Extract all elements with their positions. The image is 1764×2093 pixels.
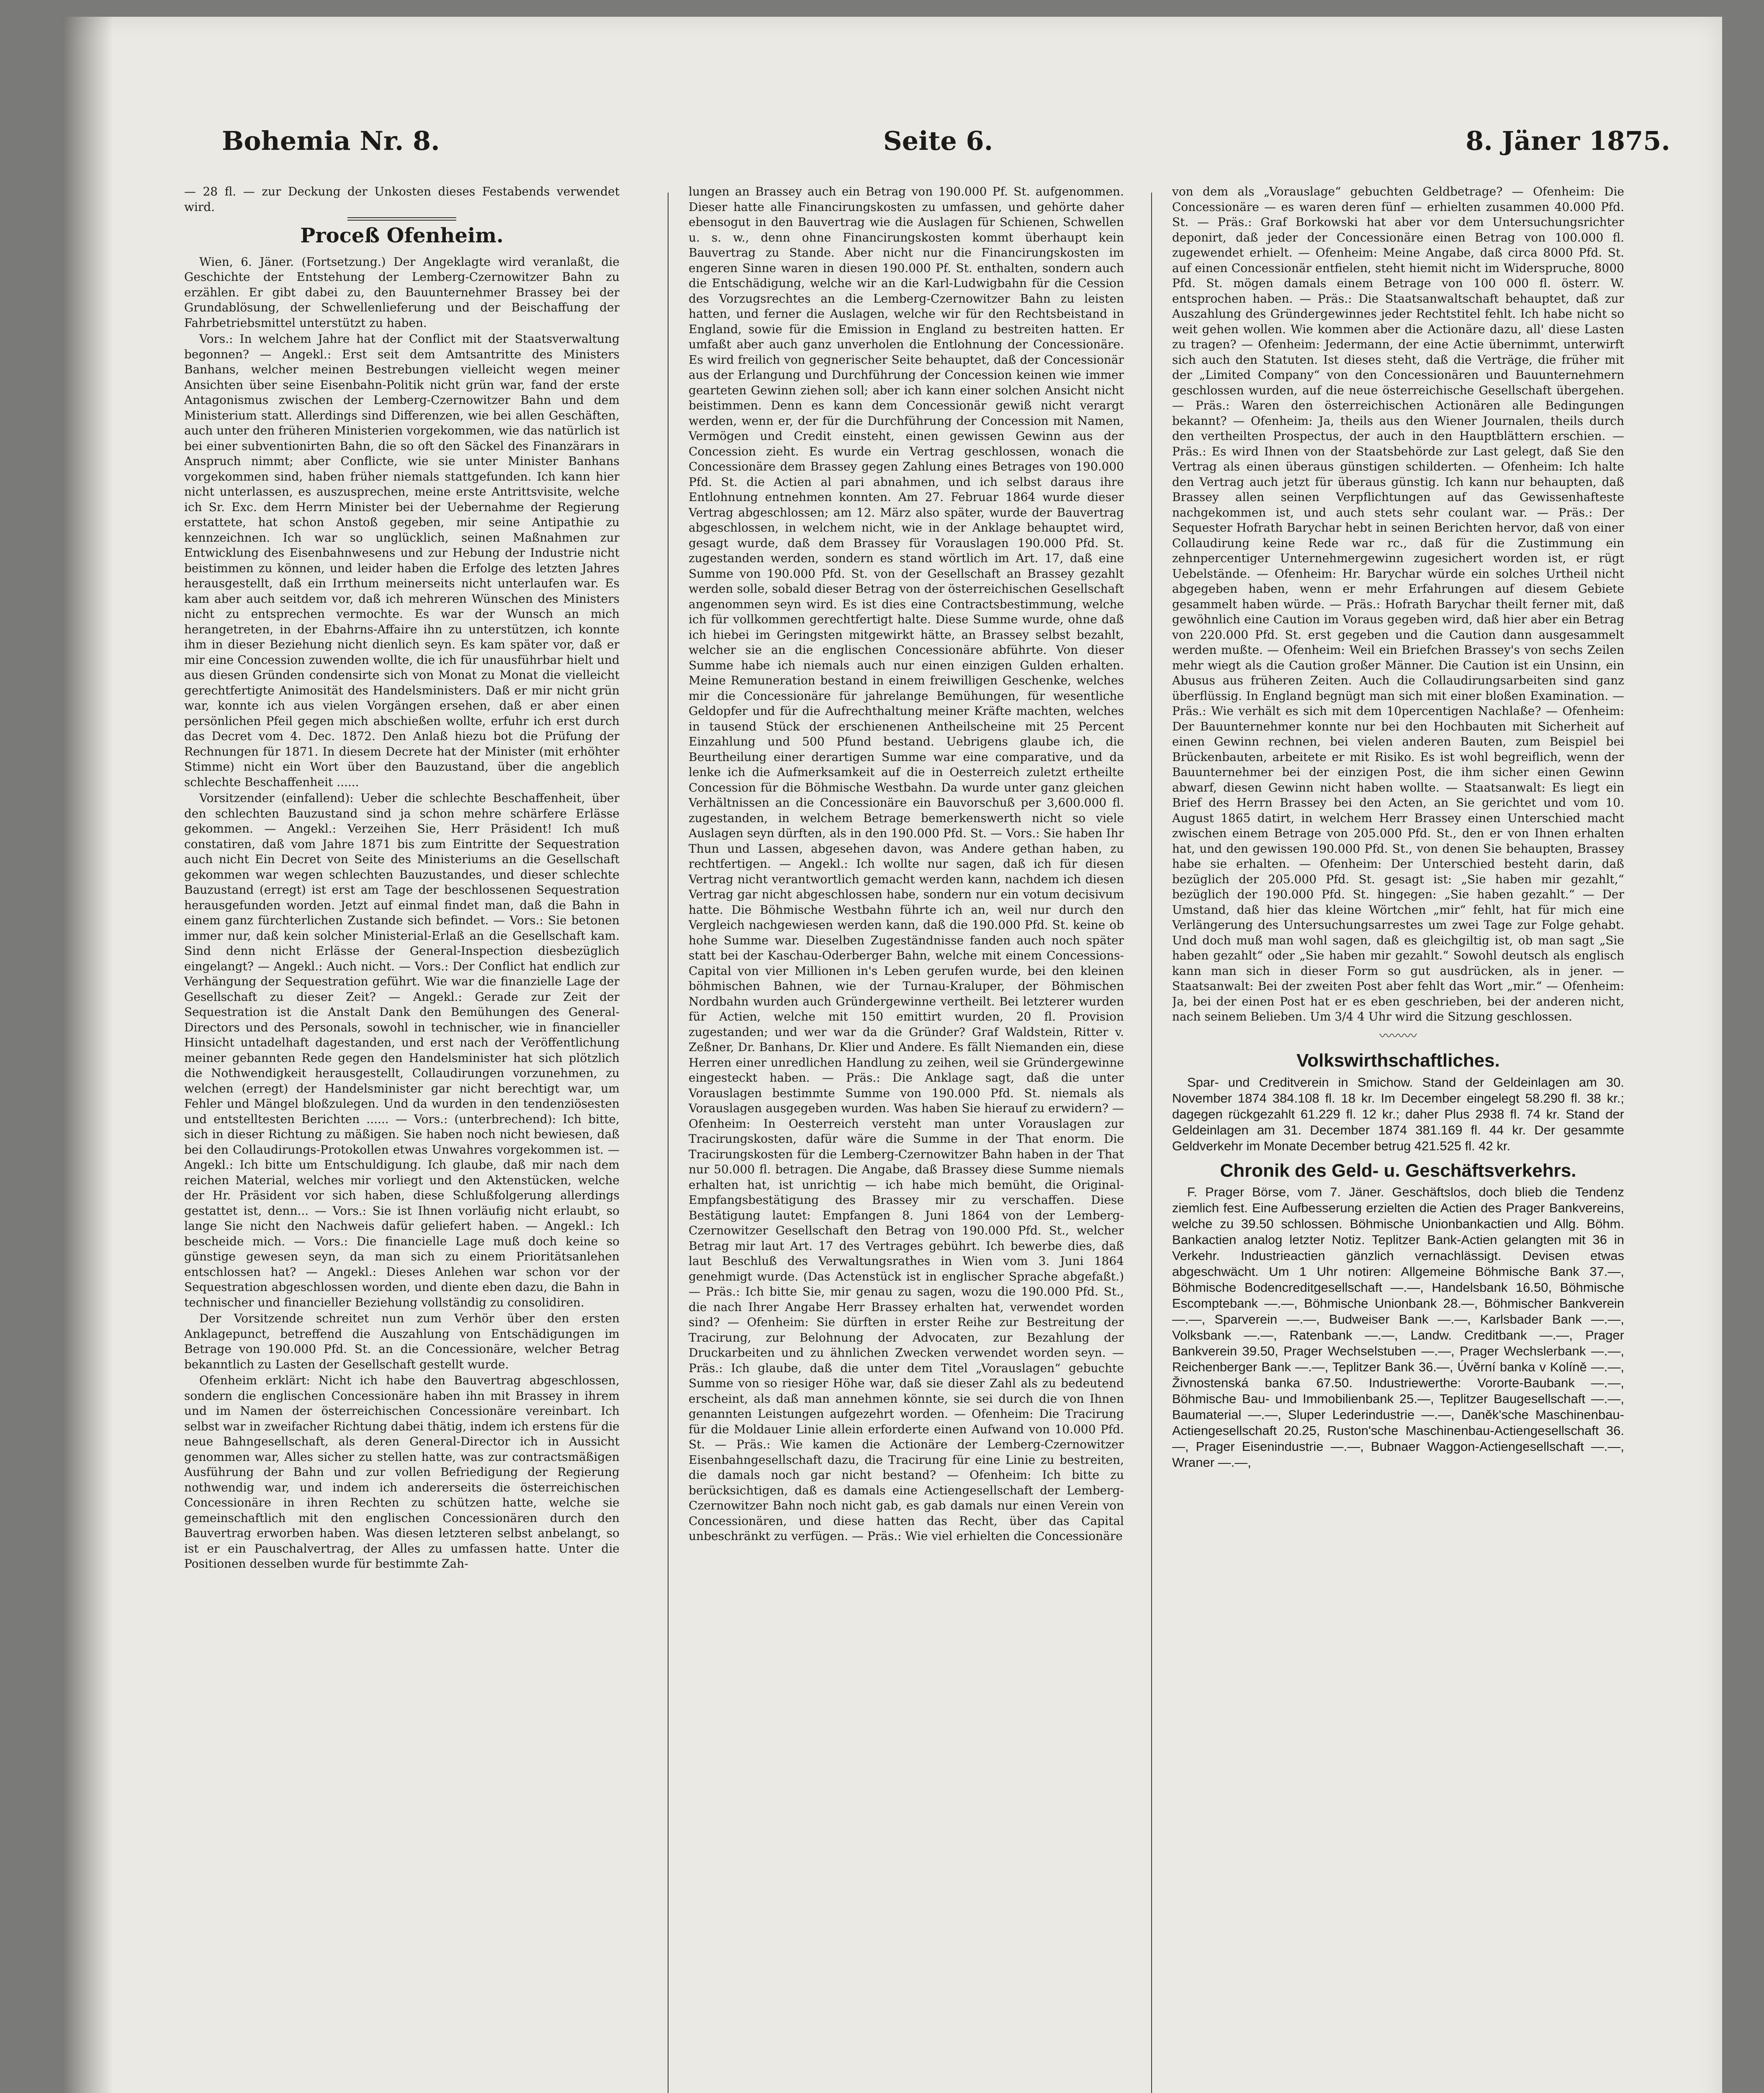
article-paragraph: Ofenheim erklärt: Nicht ich habe den Bauvertrag abgeschlossen, sondern die englischen Concessionäre haben ihn mit Brassey in ihrem und im Namen der österreichischen Concessionäre vereinbart. Ich selbst war in zweifacher Richtung dabei thätig, indem ich erstens für die neue Bahngesellschaft, als deren General-Director ich in Aussicht genommen war, Alles sicher zu stellen hatte, was zur contractsmäßigen Ausführung der Bahn und zur vollen Befriedigung der Regierung nothwendig war, und indem ich andererseits die österreichischen Concessionäre in ihren Rechten zu schützen hatte, welche sie gemeinschaftlich mit den englischen Concessionären durch den Bauvertrag erworben haben. Was diesen letzteren selbst anbelangt, so ist er ein Pauschalvertrag, der Alles zu umfassen hatte. Unter die Positionen desselben wurde für bestimmte Zah- <box>184 1373 620 1571</box>
section-title-economy: Volkswirthschaftliches. <box>1296 1050 1500 1071</box>
section-body-economy <box>1172 1075 1624 1154</box>
page-header <box>222 126 1670 184</box>
newspaper-page <box>63 17 1722 2093</box>
issue-date: 8. Jäner 1875. <box>1466 126 1670 156</box>
column-2 <box>689 184 1124 2093</box>
column-rule <box>1151 193 1152 2093</box>
page-number: Seite 6. <box>883 126 993 156</box>
economy-paragraph: Spar- und Creditverein in Smichow. Stand der Geldeinlagen am 30. November 1874 384.108 fl. 18 kr. Im December eingelegt 58.290 fl. 38 kr.; dagegen rückgezahlt 61.229 fl. 12 kr.; daher Plus 2938 fl. 74 kr. Stand der Geldeinlagen am 31. December 1874 381.169 fl. 44 kr. Der gesammte Geldverkehr im Monate December betrug 421.525 fl. 42 kr. <box>1172 1075 1624 1153</box>
article-paragraph: von dem als „Vorauslage“ gebuchten Geldbetrage? — Ofenheim: Die Concessionäre — es waren deren fünf — erhielten zusammen 40.000 Pfd. St. — Präs.: Graf Borkowski hat aber vor dem Untersuchungsrichter deponirt, daß jeder der Concessionäre einen Betrag von 100.000 fl. zugewendet erhielt. — Ofenheim: Meine Angabe, daß circa 8000 Pfd. St. auf einen Concessionär entfielen, steht hiemit nicht im Widerspruche, 8000 Pfd. St. mögen damals einem Betrage von 100 000 fl. österr. W. entsprochen haben. — Präs.: Die Staatsanwaltschaft behauptet, daß zur Auszahlung des Gründergewinnes jeder Rechtstitel fehlt. Ich habe nicht so weit gehen wollen. Wie kommen aber die Actionäre dazu, all' diese Lasten zu tragen? — Ofenheim: Jedermann, der eine Actie übernimmt, unterwirft sich auch den Statuten. Ist dieses steht, daß die Verträge, die früher mit der „Limited Company“ von den Concessionären und Bauunternehmern geschlossen wurden, auf die neue österreichische Gesellschaft übergehen. — Präs.: Waren den österreichischen Actionären alle Bedingungen bekannt? — Ofenheim: Ja, theils aus den Wiener Journalen, theils durch den vertheilten Prospectus, der auch in den Hauptblättern erschien. — Präs.: Es wird Ihnen von der Staatsbehörde zur Last gelegt, daß Sie den Vertrag als einen überaus günstigen schilderten. — Ofenheim: Ich halte den Vertrag auch jetzt für überaus günstig. Ich kann nur behaupten, daß Brassey allen seinen Verpflichtungen auf das Gewissenhafteste nachgekommen ist, und auch stets sehr coulant war. — Präs.: Der Sequester Hofrath Barychar hebt in seinen Berichten hervor, daß von einer Collaudirung keine Rede war rc., daß für die Zustimmung ein zehnpercentiger Unternehmergewinn zugesichert worden ist, er rügt Uebelstände. — Ofenheim: Hr. Barychar würde ein solches Urtheil nicht abgegeben haben, wenn er mehr Erfahrungen auf diesem Gebiete gesammelt haben würde. — Präs.: Hofrath Barychar theilt ferner mit, daß gewöhnlich eine Caution im Voraus gegeben wird, daß hier aber ein Betrag von 220.000 Pfd. St. erst gegeben und die Caution dann ausgesammelt werden mußte. — Ofenheim: Weil ein Briefchen Brassey's von sechs Zeilen mehr wiegt als die Caution großer Männer. Die Caution ist ein Unsinn, ein Abusus aus früheren Zeiten. Auch die Collaudirungsarbeiten sind ganz überflüssig. In England begnügt man sich mit einer bloßen Examination. — Präs.: Wie verhält es sich mit dem 10percentigen Nachlaße? — Ofenheim: Der Bauunternehmer konnte nur bei den Hochbauten mit Sicherheit auf einen Gewinn rechnen, bei vielen anderen Bauten, zum Beispiel bei Brückenbauten, arbeitete er mit Risiko. Es ist wohl begreiflich, wenn der Bauunternehmer bei der einzigen Post, die ihm sicher einen Gewinn abwarf, diesen Gewinn nicht haben wollte. — Staatsanwalt: Es liegt ein Brief des Herrn Brassey bei den Acten, an Sie gerichtet und vom 10. August 1865 datirt, in welchem Herr Brassey einen Unterschied macht zwischen einem Betrage von 205.000 Pfd. St., den er von Ihnen erhalten hat, und den gewissen 190.000 Pfd. St., von denen Sie behaupten, Brassey habe sie erhalten. — Ofenheim: Der Unterschied besteht darin, daß bezüglich der 205.000 Pfd. St. gesagt ist: „Sie haben mir gezahlt,“ bezüglich der 190.000 Pfd. St. hingegen: „Sie haben gezahlt.“ — Der Umstand, daß hier das kleine Wörtchen „mir“ fehlt, hat für mich eine Verlängerung des Untersuchungsarrestes um zwei Tage zur Folge gehabt. Und doch muß man wohl sagen, daß es gleichgiltig ist, ob man sagt „Sie haben gezahlt“ oder „Sie haben mir gezahlt.“ Sowohl deutsch als englisch kann man sich in dieser Form so gut ausdrücken, als in jener. — Staatsanwalt: Bei der zweiten Post aber fehlt das Wort „mir.“ — Ofenheim: Ja, bei der einen Post hat er es eben geschrieben, bei der anderen nicht, nach seinem Belieben. Um 3/4 4 Uhr wird die Sitzung geschlossen. <box>1172 185 1624 1023</box>
intro-paragraph: — 28 fl. — zur Deckung der Unkosten dieses Festabends verwendet wird. <box>184 185 620 214</box>
masthead: Bohemia Nr. 8. <box>222 126 440 156</box>
article-paragraph: Wien, 6. Jäner. (Fortsetzung.) Der Angeklagte wird veranlaßt, die Geschichte der Entstehung der Lemberg-Czernowitzer Bahn zu erzählen. Er gibt dabei zu, den Bauunternehmer Brassey bei der Grundablösung, der Schwellenlieferung und der Beischaffung der Fahrbetriebsmittel unterstützt zu haben. <box>184 255 620 330</box>
article-title: Proceß Ofenheim. <box>300 224 504 247</box>
column-1 <box>184 184 620 2093</box>
article-paragraph: Vors.: In welchem Jahre hat der Conflict mit der Staatsverwaltung begonnen? — Angekl.: Erst seit dem Amtsantritte des Ministers Banhans, welcher meinen Bestrebungen vielleicht wegen meiner Ansichten über seine Eisenbahn-Politik nicht grün war, fand der erste Antagonismus zwischen der Lemberg-Czernowitzer Bahn und dem Ministerium statt. Allerdings sind Differenzen, wie bei allen Geschäften, auch unter den früheren Ministerien vorgekommen, wie das natürlich ist bei einer subventionirten Bahn, die so oft den Säckel des Finanzärars in Anspruch nimmt; aber Conflicte, wie sie unter Minister Banhans vorgekommen sind, haben früher niemals stattgefunden. Ich kann hier nicht unterlassen, es auszusprechen, meine erste Antrittsvisite, welche ich Sr. Exc. dem Herrn Minister bei der Uebernahme der Regierung erstattete, hat schon Anstoß gegeben, mir seine Antipathie zu kennzeichnen. Ich war so unglücklich, seinen Maßnahmen zur Entwicklung des Eisenbahnwesens und zur Hebung der Industrie nicht beistimmen zu können, und leider haben die Erfolge des letzten Jahres herausgestellt, daß ein Irrthum meinerseits nicht unterlaufen war. Es kam aber auch seitdem vor, daß ich mehreren Wünschen des Ministers nicht zu entsprechen vermochte. Es war der Wunsch an mich herangetreten, in der Ebahrns-Affaire ihn zu unterstützen, ich konnte ihm in dieser Beziehung nicht dienlich seyn. Es kam später vor, daß er mir eine Concession zuwenden wollte, die ich für unausführbar hielt und aus diesen Gründen condensirte sich von Monat zu Monat die vielleicht gerechtfertigte Animosität des Handelsministers. Daß er mir nicht grün war, konnte ich aus vielen Vorgängen ersehen, daß er aber einen persönlichen Pfeil gegen mich abschießen wollte, erfuhr ich erst durch das Decret vom 4. Dec. 1872. Den Anlaß hiezu bot die Prüfung der Rechnungen für 1871. In diesem Decrete hat der Minister (mit erhöhter Stimme) nicht ein Wort über den Bauzustand, über die angeblich schlechte Beschaffenheit ...... <box>184 332 620 789</box>
section-body-finance <box>1172 1184 1624 1471</box>
column-3 <box>1172 184 1624 2093</box>
section-title-finance: Chronik des Geld- u. Geschäftsverkehrs. <box>1220 1160 1576 1181</box>
section-divider: 〰〰〰 <box>1379 1029 1417 1044</box>
article-paragraph: Vorsitzender (einfallend): Ueber die schlechte Beschaffenheit, über den schlechten Bauzustand sind ja schon mehre schärfere Erlässe gekommen. — Angekl.: Verzeihen Sie, Herr Präsident! Ich muß constatiren, daß vom Jahre 1871 bis zum Eintritte der Sequestration auch nicht Ein Decret von Seite des Ministeriums an die Gesellschaft gekommen war wegen schlechten Bauzustandes, und dieser schlechte Bauzustand (erregt) ist erst am Tage der beschlossenen Sequestration herausgefunden worden. Jetzt auf einmal findet man, daß die Bahn in einem ganz fürchterlichen Zustande sich befindet. — Vors.: Sie betonen immer nur, daß kein solcher Ministerial-Erlaß an die Gesellschaft kam. Sind denn nicht Erlässe der General-Inspection diesbezüglich eingelangt? — Angekl.: Auch nicht. — Vors.: Der Conflict hat endlich zur Verhängung der Sequestration geführt. Wie war die finanzielle Lage der Gesellschaft zu dieser Zeit? — Angekl.: Gerade zur Zeit der Sequestration ist die Anstalt Dank den Bemühungen des General-Directors und des Personals, sowohl in technischer, wie in financieller Hinsicht untadelhaft dagestanden, und erst nach der Veröffentlichung meiner gebannten Rede gegen den Handelsminister hat sich plötzlich die Nothwendigkeit herausgestellt, Collaudirungen vorzunehmen, zu welchen (erregt) der Handelsminister gar nicht berechtigt war, um Fehler und Mängel bloßzulegen. Und da wurden in den tendenziösesten und entstelltesten Berichten ...... — Vors.: (unterbrechend): Ich bitte, sich in dieser Richtung zu mäßigen. Sie haben noch nicht bewiesen, daß bei den Collaudirungs-Protokollen etwas Unwahres vorgekommen ist. — Angekl.: Ich bitte um Entschuldigung. Ich glaube, daß mir nach dem reichen Material, welches mir vorliegt und den Aktenstücken, welche der Hr. Präsident vor sich haben, diese Schlußfolgerung allerdings gestattet ist, denn... — Vors.: Sie ist Ihnen vorläufig nicht erlaubt, so lange Sie nicht den Nachweis dafür geliefert haben. — Angekl.: Ich bescheide mich. — Vors.: Die financielle Lage muß doch keine so günstige gewesen seyn, da man sich zu einem Prioritätsanlehen entschlossen hat? — Angekl.: Dieses Anlehen war schon vor der Sequestration abgeschlossen worden, und diente eben dazu, die Bahn in technischer und financieller Beziehung vollständig zu consolidiren. <box>184 791 620 1309</box>
column-rule <box>668 193 669 2093</box>
binding-shadow <box>63 17 113 2093</box>
article-paragraph: lungen an Brassey auch ein Betrag von 190.000 Pf. St. aufgenommen. Dieser hatte alle Financirungskosten zu umfassen, und gehörte daher ebensogut in den Bauvertrag wie die Auslagen für Schienen, Schwellen u. s. w., denn ohne Financirungskosten kommt überhaupt kein Bauvertrag zu Stande. Aber nicht nur die Financirungskosten im engeren Sinne waren in diesen 190.000 Pf. St. enthalten, sondern auch die Entschädigung, welche wir an die Karl-Ludwigbahn für die Cession des Vorzugsrechtes an die Lemberg-Czernowitzer Bahn zu leisten hatten, und ferner die Auslagen, welche wir für den Rechtsbeistand in England, sowie für die Emission in England zu bestreiten hatten. Er umfaßt aber auch ganz unverholen die Entlohnung der Concessionäre. Es wird freilich von gegnerischer Seite behauptet, daß der Concessionär aus der Erlangung und Durchführung der Concession keinen wie immer gearteten Gewinn ziehen soll; aber ich kann einer solchen Ansicht nicht beistimmen. Denn es kann dem Concessionär gewiß nicht verargt werden, wenn er, der für die Durchführung der Concession mit Namen, Vermögen und Credit einsteht, einen gewissen Gewinn aus der Concession zieht. Es wurde ein Vertrag geschlossen, wonach die Concessionäre dem Brassey gegen Zahlung eines Betrages von 190.000 Pfd. St. die Actien al pari abnahmen, und ich selbst daraus ihre Entlohnung entnehmen konnten. Am 27. Februar 1864 wurde dieser Vertrag abgeschlossen; am 12. März also später, wurde der Bauvertrag abgeschlossen, in welchem nicht, wie in der Anklage behauptet wird, gesagt wurde, daß dem Brassey für Vorauslagen 190.000 Pfd. St. zugestanden werden, sondern es stand wörtlich im Art. 17, daß eine Summe von 190.000 Pfd. St. von der Gesellschaft an Brassey gezahlt werden solle, sobald dieser Betrag von der österreichischen Gesellschaft angenommen seyn wird. Es ist dies eine Contractsbestimmung, welche ich für vollkommen gerechtfertigt halte. Diese Summe wurde, ohne daß ich hiebei im Geringsten mitgewirkt hätte, an Brassey selbst bezahlt, welcher sie an die englischen Concessionäre abführte. Von dieser Summe habe ich niemals auch nur einen einzigen Gulden erhalten. Meine Remuneration bestand in einem freiwilligen Geschenke, welches mir die Concessionäre für jahrelange Bemühungen, für wesentliche Geldopfer und für die Aufrechthaltung meiner Kräfte machten, welches in tausend Stück der erschienenen Antheilscheine mit 25 Percent Einzahlung und 500 Pfund bestand. Uebrigens glaube ich, die Beurtheilung einer derartigen Summe war eine comparative, und da lenke ich die Aufmerksamkeit auf die in Oesterreich zuletzt ertheilte Concession für die Böhmische Westbahn. Da wurde unter ganz gleichen Verhältnissen an die Concessionäre ein Bauvorschuß per 3,600.000 fl. zugestanden, in welchem Betrage bemerkenswerth nicht so viele Auslagen seyn dürften, als in den 190.000 Pfd. St. — Vors.: Sie haben Ihr Thun und Lassen, abgesehen davon, was Andere gethan haben, zu rechtfertigen. — Angekl.: Ich wollte nur sagen, daß ich für diesen Vertrag nicht verantwortlich gemacht werden kann, nachdem ich diesen Vertrag gar nicht abgeschlossen habe, sondern nur ein votum decisivum hatte. Die Böhmische Westbahn führte ich an, weil nur durch den Vergleich nachgewiesen werden kann, daß die 190.000 Pfd. St. keine ob hohe Summe war. Dieselben Zugeständnisse fanden auch noch später statt bei der Kaschau-Oderberger Bahn, welche mit einem Concessions-Capital von vier Millionen in's Leben gerufen wurde, bei den kleinen böhmischen Bahnen, wie der Turnau-Kraluper, der Böhmischen Nordbahn wurden auch Gründergewinne vertheilt. Bei letzterer wurden für Actien, welche mit 150 emittirt wurden, 20 fl. Provision zugestanden; und wer war da die Gründer? Graf Waldstein, Ritter v. Zeßner, Dr. Banhans, Dr. Klier und Andere. Es fällt Niemanden ein, diese Herren einer unredlichen Handlung zu zeihen, weil sie Gründergewinne eingesteckt haben. — Präs.: Die Anklage sagt, daß die unter Vorauslagen bestimmte Summe von 190.000 Pfd. St. niemals als Vorauslagen ausgegeben wurden. Was haben Sie hierauf zu erwidern? — Ofenheim: In Oesterreich versteht man unter Vorauslagen zur Tracirungskosten, dafür wäre die Summe in der That enorm. Die Tracirungskosten für die Lemberg-Czernowitzer Bahn haben in der That nur 50.000 fl. betragen. Die Angabe, daß Brassey diese Summe niemals erhalten hat, ist unrichtig — ich habe mich bemüht, die Original-Empfangsbestätigung des Brassey mir zu verschaffen. Diese Bestätigung lautet: Empfangen 8. Juni 1864 von der Lemberg-Czernowitzer Gesellschaft den Betrag von 190.000 Pfd. St., welcher Betrag mir laut Art. 17 des Vertrages gebührt. Ich bewerbe dies, daß laut Beschluß des Verwaltungsrathes in Wien vom 3. Juni 1864 genehmigt wurde. (Das Actenstück ist in englischer Sprache abgefaßt.) — Präs.: Ich bitte Sie, mir genau zu sagen, wozu die 190.000 Pfd. St., die nach Ihrer Angabe Herr Brassey erhalten hat, verwendet worden sind? — Ofenheim: Sie dürften in erster Reihe zur Bestreitung der Tracirung, zur Belohnung der Advocaten, zur Bezahlung der Druckarbeiten und zu ähnlichen Zwecken verwendet worden seyn. — Präs.: Ich glaube, daß die unter dem Titel „Vorauslagen“ gebuchte Summe von so riesiger Höhe war, daß sie dieser Zahl als zu bedeutend erscheint, als daß man annehmen könnte, sie sei durch die von Ihnen genannten Leistungen aufgezehrt worden. — Ofenheim: Die Tracirung für die Moldauer Linie allein erforderte einen Aufwand von 10.000 Pfd. St. — Präs.: Wie kamen die Actionäre der Lemberg-Czernowitzer Eisenbahngesellschaft dazu, die Tracirung für eine Linie zu bestreiten, die damals noch gar nicht bestand? — Ofenheim: Ich bitte zu berücksichtigen, daß es damals eine Actiengesellschaft der Lemberg-Czernowitzer Bahn noch nicht gab, es gab damals nur einen Verein von Concessionären, und diese hatten das Recht, über das Capital unbeschränkt zu verfügen. — Präs.: Wie viel erhielten die Concessionäre <box>689 185 1124 1543</box>
finance-paragraph: F. Prager Börse, vom 7. Jäner. Geschäftslos, doch blieb die Tendenz ziemlich fest. Eine Aufbesserung erzielten die Actien des Prager Bankvereins, welche zu 39.50 schlossen. Böhmische Unionbankactien und Allg. Böhm. Bankactien analog letzter Notiz. Teplitzer Bank-Actien gelangten mit 36 in Verkehr. Industrieactien gänzlich vernachlässigt. Devisen etwas abgeschwächt. Um 1 Uhr notiren: Allgemeine Böhmische Bank 37.—, Böhmische Bodencreditgesellschaft —.—, Handelsbank 16.50, Böhmische Escomptebank —.—, Böhmische Unionbank 28.—, Böhmischer Bankverein —.—, Sparverein —.—, Budweiser Bank —.—, Karlsbader Bank —.—, Volksbank —.—, Ratenbank —.—, Landw. Creditbank —.—, Prager Bankverein 39.50, Prager Wechselstuben —.—, Prager Wechslerbank —.—, Reichenberger Bank —.—, Teplitzer Bank 36.—, Úvěrní banka v Kolíně —.—, Živnostenská banka 67.50. Industriewerthe: Vororte-Baubank —.—, Böhmische Bau- und Immobilienbank 25.—, Teplitzer Baugesellschaft —.—, Baumaterial —.—, Sluper Lederindustrie —.—, Daněk'sche Maschinenbau-Actiengesellschaft 20.25, Ruston'sche Maschinenbau-Actiengesellschaft 36.—, Prager Eisenindustrie —.—, Bubnaer Waggon-Actiengesellschaft —.—, Wraner —.—, <box>1172 1185 1624 1470</box>
article-paragraph: Der Vorsitzende schreitet nun zum Verhör über den ersten Anklagepunct, betreffend die Auszahlung von Entschädigungen im Betrage von 190.000 Pfd. St. an die Concessionäre, welcher Betrag bekanntlich zu Lasten der Gesellschaft gestellt wurde. <box>184 1311 620 1371</box>
title-ornament <box>347 217 456 221</box>
